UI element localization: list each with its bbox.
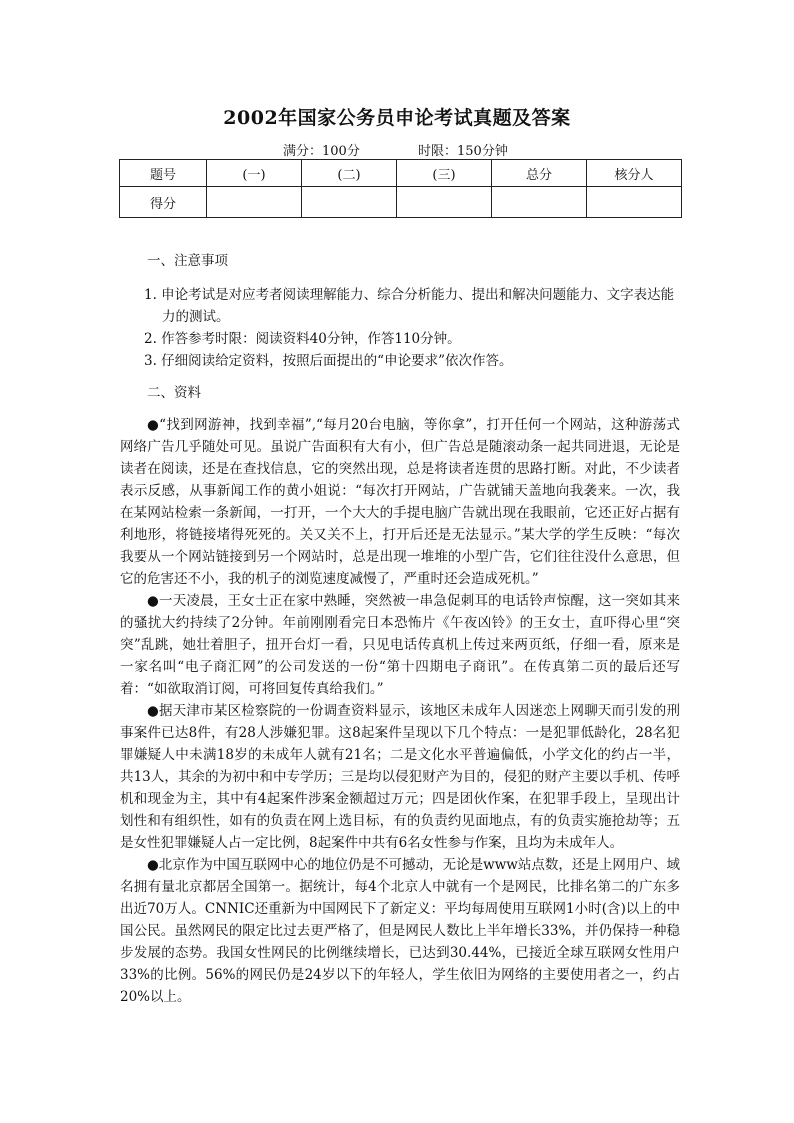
header-cell-part-2: (二)	[302, 160, 397, 187]
header-cell-part-1: (一)	[207, 160, 302, 187]
note-item-1: 1. 申论考试是对应考者阅读理解能力、综合分析能力、提出和解决问题能力、文字表达能力的测试。	[144, 287, 675, 325]
score-table-header-row	[120, 160, 682, 187]
note-item-3: 3. 仔细阅读给定资料，按照后面提出的“申论要求”依次作答。	[144, 353, 513, 369]
header-cell-total: 总分	[492, 160, 587, 187]
material-paragraph-2: ●一天凌晨，王女士正在家中熟睡，突然被一串急促刺耳的电话铃声惊醒，这一突如其来的骚扰大约持续了2分钟。年前刚刚看完日本恐怖片《午夜凶铃》的王女士，直吓得心里“突突”乱跳，她壮着胆子，扭开台灯一看，只见电话传真机上传过来两页纸，仔细一看，原来是一家名叫“电子商汇网”的公司发送的一份“第十四期电子商讯”。在传真第二页的最后还写着：“如欲取消订阅，可将回复传真给我们。”	[120, 593, 680, 697]
document-title: 2002年国家公务员申论考试真题及答案	[223, 107, 571, 129]
header-cell-part-3: (三)	[397, 160, 492, 187]
material-paragraph-3: ●据天津市某区检察院的一份调查资料显示，该地区未成年人因迷恋上网聊天而引发的刑事案件已达8件，有28人涉嫌犯罪。这8起案件呈现以下几个特点：一是犯罪低龄化，28名犯罪嫌疑人中未满18岁的未成年人就有21名；二是文化水平普遍偏低，小学文化的约占一半，共13人，其余的为初中和中专学历；三是均以侵犯财产为目的，侵犯的财产主要以手机、传呼机和现金为主，其中有4起案件涉案金额超过万元；四是团伙作案，在犯罪手段上，呈现出计划性和有组织性，如有的负责在网上选目标，有的负责约见面地点，有的负责实施抢劫等；五是女性犯罪嫌疑人占一定比例，8起案件中共有6名女性参与作案，且均为未成年人。	[120, 703, 680, 851]
score-cell-checker	[587, 187, 682, 218]
score-cell-part-3	[397, 187, 492, 218]
section-heading-notes: 一、注意事项	[147, 253, 228, 269]
section-heading-materials: 二、资料	[147, 385, 201, 401]
score-cell-part-2	[302, 187, 397, 218]
score-table	[119, 159, 682, 218]
header-cell-question-no: 题号	[120, 160, 207, 187]
header-cell-checker: 核分人	[587, 160, 682, 187]
material-paragraph-4: ●北京作为中国互联网中心的地位仍是不可撼动，无论是www站点数，还是上网用户、域名拥有量北京都居全国第一。据统计，每4个北京人中就有一个是网民，比排名第二的广东多出近70万人。CNNIC还重新为中国网民下了新定义：平均每周使用互联网1小时(含)以上的中国公民。虽然网民的限定比过去更严格了，但是网民人数比上半年增长33%，并仍保持一种稳步发展的态势。我国女性网民的比例继续增长，已达到30.44%，已接近全球互联网女性用户33%的比例。56%的网民仍是24岁以下的年轻人，学生依旧为网络的主要使用者之一，约占20%以上。	[120, 857, 680, 1005]
score-cell-total	[492, 187, 587, 218]
full-score: 满分：100分	[283, 144, 360, 159]
time-limit: 时限：150分钟	[418, 144, 508, 159]
score-table-score-row	[120, 187, 682, 218]
note-item-2: 2. 作答参考时限：阅读资料40分钟，作答110分钟。	[144, 331, 461, 347]
document-body	[120, 250, 680, 1008]
material-paragraph-1: ●“找到网游神，找到幸福”,“每月20台电脑，等你拿”，打开任何一个网站，这种游荡式网络广告几乎随处可见。虽说广告面积有大有小，但广告总是随滚动条一起共同进退，无论是读者在阅读，还是在查找信息，它的突然出现，总是将读者连贯的思路打断。对此，不少读者表示反感，从事新闻工作的黄小姐说：“每次打开网站，广告就铺天盖地向我袭来。一次，我在某网站检索一条新闻，一打开，一个大大的手提电脑广告就出现在我眼前，它还正好占据有利地形，将链接堵得死死的。关又关不上，打开后还是无法显示。”某大学的学生反映：“每次我要从一个网站链接到另一个网站时，总是出现一堆堆的小型广告，它们往往没什么意思，但它的危害还不小，我的机子的浏览速度减慢了，严重时还会造成死机。”	[120, 417, 680, 587]
score-cell-part-1	[207, 187, 302, 218]
score-row-label: 得分	[120, 187, 207, 218]
